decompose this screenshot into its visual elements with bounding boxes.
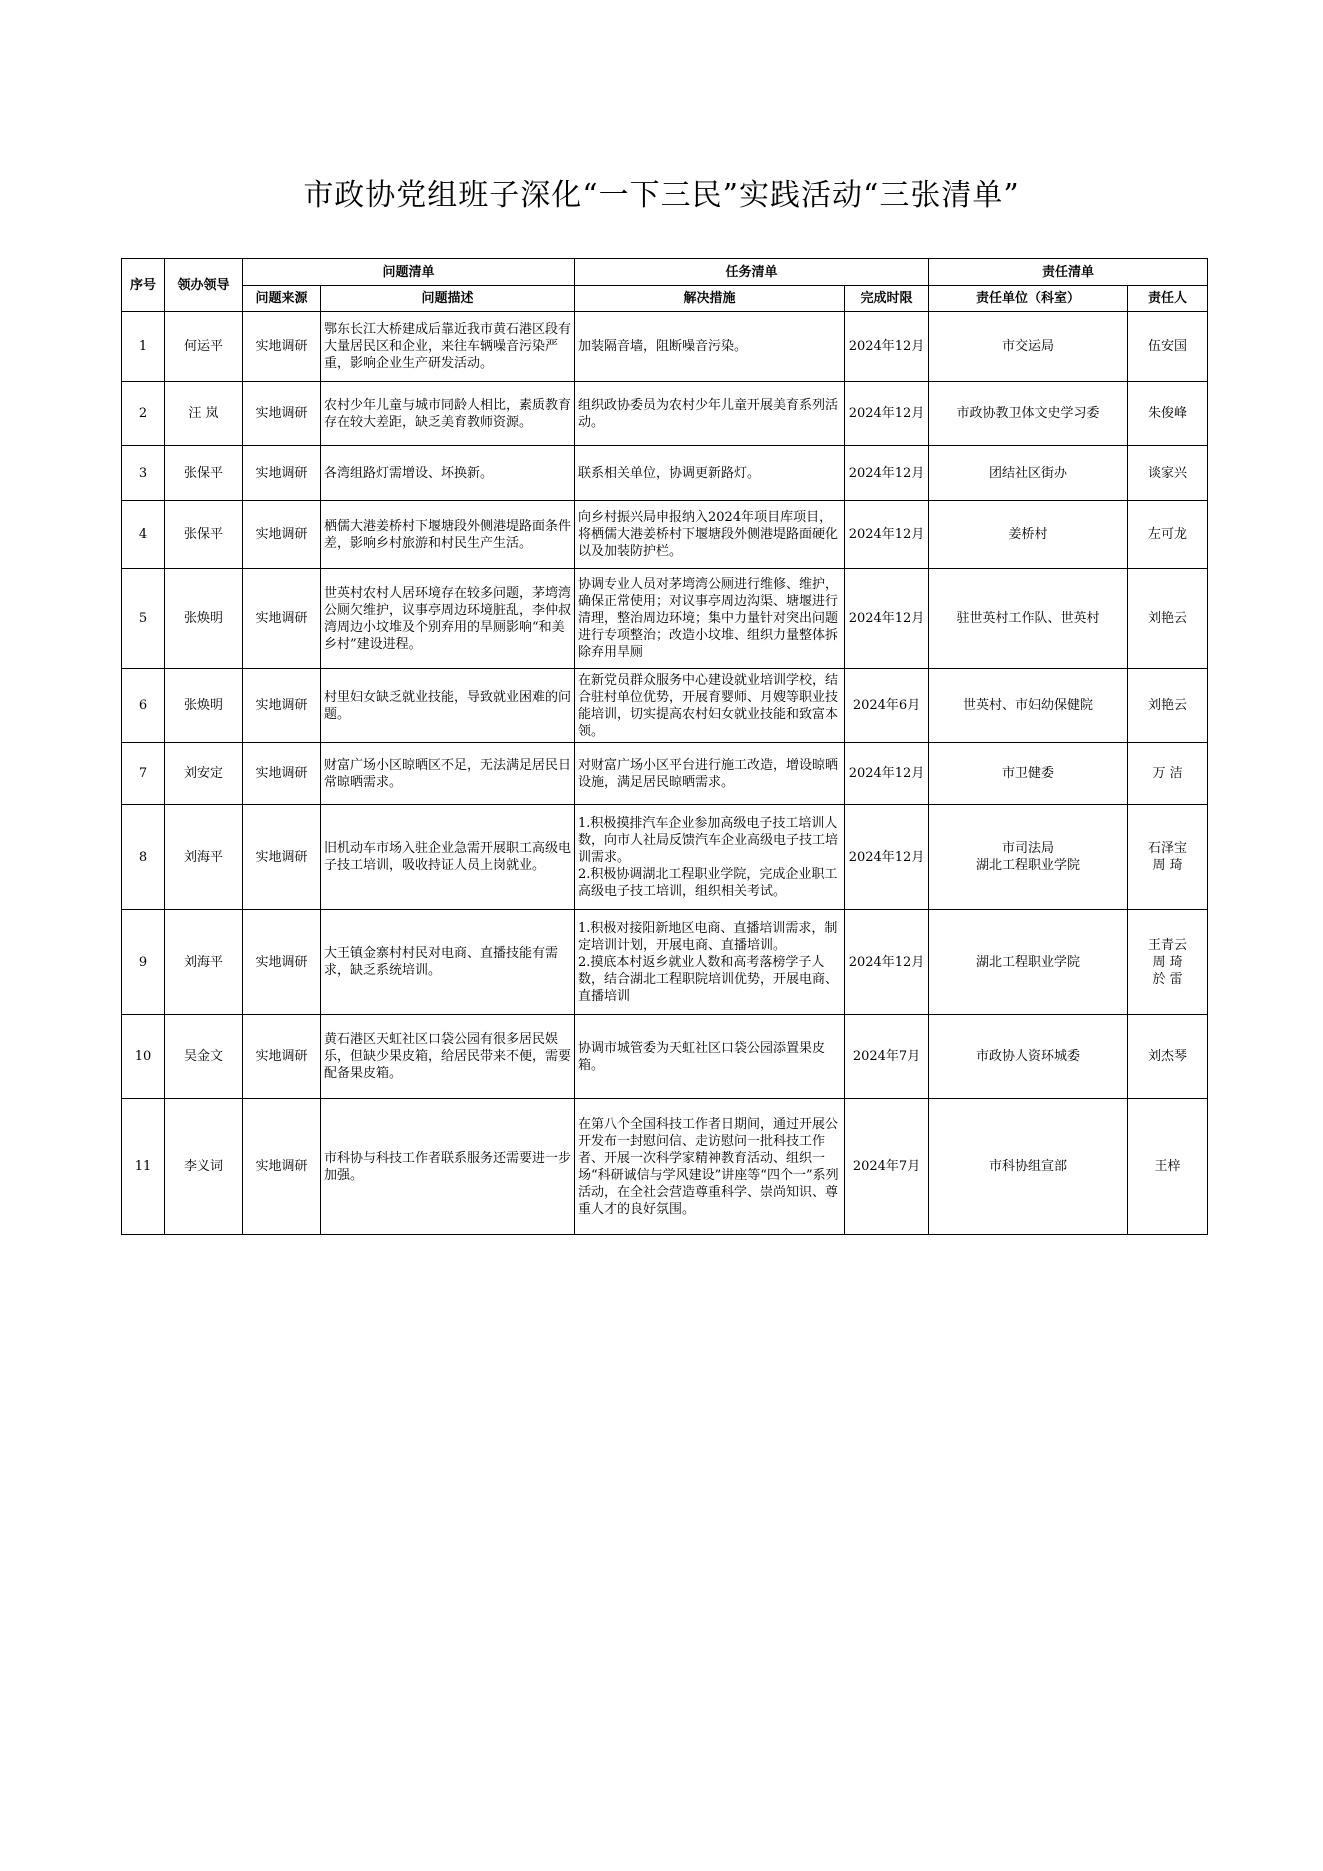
cell-description: 旧机动车市场入驻企业急需开展职工高级电子技工培训，吸收持证人员上岗就业。 [321, 805, 575, 910]
cell-deadline: 2024年7月 [845, 1015, 929, 1099]
cell-deadline: 2024年12月 [845, 501, 929, 569]
cell-unit: 驻世英村工作队、世英村 [929, 569, 1128, 669]
cell-unit: 姜桥村 [929, 501, 1128, 569]
cell-seq: 6 [122, 669, 165, 743]
cell-leader: 何运平 [165, 312, 243, 382]
cell-measures: 协调市城管委为天虹社区口袋公园添置果皮箱。 [575, 1015, 845, 1099]
cell-unit: 市政协教卫体文史学习委 [929, 382, 1128, 446]
cell-description: 农村少年儿童与城市同龄人相比，素质教育存在较大差距，缺乏美育教师资源。 [321, 382, 575, 446]
cell-measures: 在第八个全国科技工作者日期间，通过开展公开发布一封慰问信、走访慰问一批科技工作者、开展一次科学家精神教育活动、组织一场“科研诚信与学风建设”讲座等“四个一”系列活动，在全社会营造尊重科学、崇尚知识、尊重人才的良好氛围。 [575, 1099, 845, 1235]
cell-measures: 组织政协委员为农村少年儿童开展美育系列活动。 [575, 382, 845, 446]
cell-seq: 1 [122, 312, 165, 382]
cell-measures: 在新党员群众服务中心建设就业培训学校，结合驻村单位优势，开展育婴师、月嫂等职业技能培训，切实提高农村妇女就业技能和致富本领。 [575, 669, 845, 743]
cell-description: 各湾组路灯需增设、坏换新。 [321, 446, 575, 501]
cell-seq: 3 [122, 446, 165, 501]
cell-person: 伍安国 [1128, 312, 1208, 382]
cell-description: 村里妇女缺乏就业技能，导致就业困难的问题。 [321, 669, 575, 743]
cell-description: 黄石港区天虹社区口袋公园有很多居民娱乐，但缺少果皮箱，给居民带来不便，需要配备果皮箱。 [321, 1015, 575, 1099]
cell-person: 谈家兴 [1128, 446, 1208, 501]
cell-seq: 11 [122, 1099, 165, 1235]
cell-unit: 市政协人资环城委 [929, 1015, 1128, 1099]
table-row [122, 669, 1208, 743]
cell-leader: 李义词 [165, 1099, 243, 1235]
page-title: 市政协党组班子深化“一下三民”实践活动“三张清单” [303, 178, 1020, 213]
cell-source: 实地调研 [243, 382, 321, 446]
header-problem-group: 问题清单 [243, 259, 575, 286]
cell-source: 实地调研 [243, 910, 321, 1015]
cell-measures: 加装隔音墙，阻断噪音污染。 [575, 312, 845, 382]
table-row [122, 910, 1208, 1015]
cell-person: 石泽宝 周 琦 [1128, 805, 1208, 910]
cell-leader: 张保平 [165, 446, 243, 501]
header-unit: 责任单位（科室） [929, 286, 1128, 312]
cell-person: 左可龙 [1128, 501, 1208, 569]
header-person: 责任人 [1128, 286, 1208, 312]
cell-person: 王梓 [1128, 1099, 1208, 1235]
cell-description: 栖儒大港姜桥村下堰塘段外侧港堤路面条件差，影响乡村旅游和村民生产生活。 [321, 501, 575, 569]
header-resp-group: 责任清单 [929, 259, 1208, 286]
cell-source: 实地调研 [243, 1015, 321, 1099]
cell-source: 实地调研 [243, 669, 321, 743]
header-leader: 领办领导 [165, 259, 243, 312]
cell-leader: 张焕明 [165, 669, 243, 743]
header-description: 问题描述 [321, 286, 575, 312]
cell-seq: 10 [122, 1015, 165, 1099]
cell-description: 市科协与科技工作者联系服务还需要进一步加强。 [321, 1099, 575, 1235]
cell-unit: 市司法局 湖北工程职业学院 [929, 805, 1128, 910]
cell-deadline: 2024年12月 [845, 446, 929, 501]
cell-description: 鄂东长江大桥建成后靠近我市黄石港区段有大量居民区和企业，来往车辆噪音污染严重，影响企业生产研发活动。 [321, 312, 575, 382]
cell-leader: 张保平 [165, 501, 243, 569]
header-source: 问题来源 [243, 286, 321, 312]
table-row [122, 805, 1208, 910]
cell-person: 刘杰琴 [1128, 1015, 1208, 1099]
cell-deadline: 2024年12月 [845, 569, 929, 669]
cell-description: 财富广场小区晾晒区不足，无法满足居民日常晾晒需求。 [321, 743, 575, 805]
cell-seq: 5 [122, 569, 165, 669]
table-row [122, 569, 1208, 669]
cell-source: 实地调研 [243, 312, 321, 382]
cell-deadline: 2024年7月 [845, 1099, 929, 1235]
cell-leader: 张焕明 [165, 569, 243, 669]
table-row [122, 446, 1208, 501]
cell-measures: 1.积极对接阳新地区电商、直播培训需求，制定培训计划，开展电商、直播培训。 2.摸底本村返乡就业人数和高考落榜学子人数，结合湖北工程职院培训优势，开展电商、直播培训 [575, 910, 845, 1015]
cell-deadline: 2024年12月 [845, 382, 929, 446]
cell-deadline: 2024年12月 [845, 743, 929, 805]
header-seq: 序号 [122, 259, 165, 312]
header-measures: 解决措施 [575, 286, 845, 312]
table-row [122, 382, 1208, 446]
cell-person: 王青云 周 琦 於 雷 [1128, 910, 1208, 1015]
header-task-group: 任务清单 [575, 259, 929, 286]
cell-leader: 刘安定 [165, 743, 243, 805]
cell-unit: 世英村、市妇幼保健院 [929, 669, 1128, 743]
cell-measures: 1.积极摸排汽车企业参加高级电子技工培训人数，向市人社局反馈汽车企业高级电子技工培训需求。 2.积极协调湖北工程职业学院，完成企业职工高级电子技工培训，组织相关考试。 [575, 805, 845, 910]
table-row [122, 501, 1208, 569]
cell-unit: 团结社区街办 [929, 446, 1128, 501]
cell-leader: 刘海平 [165, 910, 243, 1015]
cell-unit: 市科协组宣部 [929, 1099, 1128, 1235]
table-row [122, 743, 1208, 805]
three-lists-table [121, 258, 1208, 1235]
cell-person: 刘艳云 [1128, 669, 1208, 743]
table-row [122, 1099, 1208, 1235]
cell-measures: 协调专业人员对茅塆湾公厕进行维修、维护，确保正常使用；对议事亭周边沟渠、塘堰进行清理，整治周边环境；集中力量针对突出问题进行专项整治；改造小坟堆、组织力量整体拆除弃用旱厕 [575, 569, 845, 669]
cell-source: 实地调研 [243, 805, 321, 910]
cell-seq: 2 [122, 382, 165, 446]
cell-unit: 市交运局 [929, 312, 1128, 382]
cell-deadline: 2024年12月 [845, 312, 929, 382]
cell-measures: 对财富广场小区平台进行施工改造，增设晾晒设施，满足居民晾晒需求。 [575, 743, 845, 805]
cell-source: 实地调研 [243, 1099, 321, 1235]
cell-measures: 向乡村振兴局申报纳入2024年项目库项目，将栖儒大港姜桥村下堰塘段外侧港堤路面硬化以及加装防护栏。 [575, 501, 845, 569]
header-deadline: 完成时限 [845, 286, 929, 312]
cell-seq: 7 [122, 743, 165, 805]
cell-deadline: 2024年6月 [845, 669, 929, 743]
cell-leader: 刘海平 [165, 805, 243, 910]
cell-seq: 9 [122, 910, 165, 1015]
cell-unit: 市卫健委 [929, 743, 1128, 805]
cell-source: 实地调研 [243, 569, 321, 669]
cell-leader: 吴金文 [165, 1015, 243, 1099]
cell-measures: 联系相关单位，协调更新路灯。 [575, 446, 845, 501]
cell-description: 大王镇金寨村村民对电商、直播技能有需求，缺乏系统培训。 [321, 910, 575, 1015]
cell-unit: 湖北工程职业学院 [929, 910, 1128, 1015]
cell-leader: 汪 岚 [165, 382, 243, 446]
cell-source: 实地调研 [243, 501, 321, 569]
cell-person: 刘艳云 [1128, 569, 1208, 669]
cell-person: 朱俊峰 [1128, 382, 1208, 446]
cell-person: 万 洁 [1128, 743, 1208, 805]
cell-deadline: 2024年12月 [845, 805, 929, 910]
cell-source: 实地调研 [243, 743, 321, 805]
cell-source: 实地调研 [243, 446, 321, 501]
cell-deadline: 2024年12月 [845, 910, 929, 1015]
cell-seq: 8 [122, 805, 165, 910]
table-row [122, 312, 1208, 382]
cell-seq: 4 [122, 501, 165, 569]
cell-description: 世英村农村人居环境存在较多问题，茅塆湾公厕欠维护，议事亭周边环境脏乱，李仲叔湾周边小坟堆及个别弃用的旱厕影响“和美乡村”建设进程。 [321, 569, 575, 669]
table-row [122, 1015, 1208, 1099]
